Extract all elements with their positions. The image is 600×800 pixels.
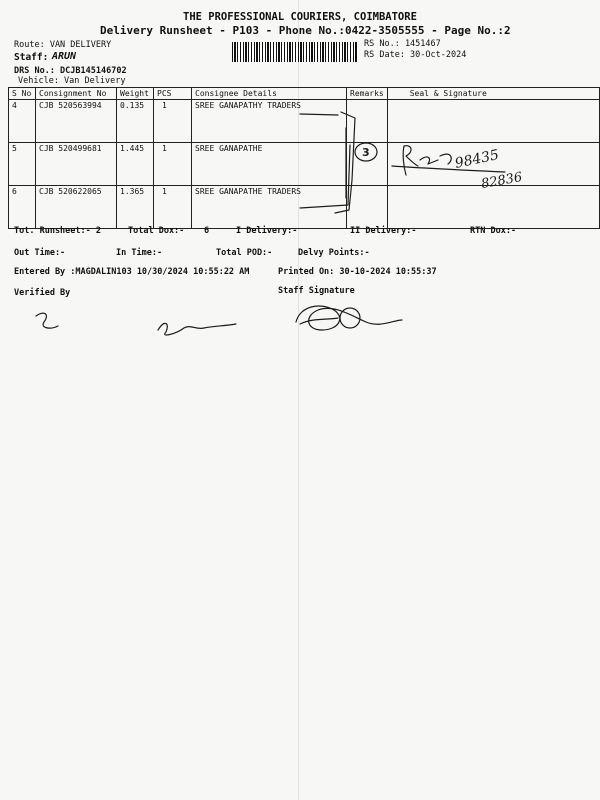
- row-sno: 6: [9, 186, 36, 229]
- row-weight: 1.365: [117, 186, 154, 229]
- delivery-points: Delvy Points:-: [298, 248, 370, 258]
- row-weight: 0.135: [117, 100, 154, 143]
- row-seal-signature: [387, 143, 599, 186]
- entered-by: Entered By :MAGDALIN103 10/30/2024 10:55:22 AM: [14, 267, 250, 277]
- column-header-consignee: Consignee Details: [192, 88, 347, 100]
- rs-date: RS Date: 30-Oct-2024: [364, 50, 467, 60]
- row-seal-signature: [387, 186, 599, 229]
- company-name: THE PROFESSIONAL COURIERS, COIMBATORE: [183, 11, 417, 23]
- out-time: Out Time:-: [14, 248, 66, 258]
- total-dox-label: Total Dox:-: [128, 226, 185, 236]
- row-sno: 4: [9, 100, 36, 143]
- in-time: In Time:-: [116, 248, 163, 258]
- row-remarks: [347, 143, 388, 186]
- row-pcs: 1: [154, 186, 192, 229]
- rs-number: RS No.: 1451467: [364, 39, 441, 49]
- printed-on: Printed On: 30-10-2024 10:55:37: [278, 267, 437, 277]
- ii-delivery: II Delivery:-: [350, 226, 417, 236]
- vehicle-text: Vehicle: Van Delivery: [18, 76, 126, 86]
- staff-signature-mark: [296, 306, 402, 330]
- column-header-sno: S No: [9, 88, 36, 100]
- rtn-dox: RTN Dox:-: [470, 226, 517, 236]
- column-header-consignment: Consignment No: [36, 88, 117, 100]
- table-header-row: [9, 88, 600, 100]
- secondary-signature: [158, 323, 236, 335]
- consignment-table: [8, 87, 600, 229]
- staff-signature-label: Staff Signature: [278, 286, 355, 296]
- remark-number-three: 3: [362, 146, 370, 159]
- table-row: [9, 143, 600, 186]
- row-consignee: SREE GANAPATHY TRADERS: [192, 100, 347, 143]
- table-row: [9, 186, 600, 229]
- column-header-remarks: Remarks: [347, 88, 388, 100]
- staff-value: ARUN: [52, 51, 77, 62]
- handwritten-number-2: 82836: [480, 169, 524, 192]
- row-seal-signature: [387, 100, 599, 143]
- verified-by-signature: [36, 313, 58, 328]
- handwritten-number-1: 98435: [453, 147, 501, 172]
- column-header-weight: Weight: [117, 88, 154, 100]
- row-consignee: SREE GANAPATHE TRADERS: [192, 186, 347, 229]
- column-header-seal-signature: Seal & Signature: [387, 88, 599, 100]
- row-consignment: CJB 520499681: [36, 143, 117, 186]
- drs-number: DRS No.: DCJB145146702: [14, 66, 127, 76]
- row-consignment: CJB 520563994: [36, 100, 117, 143]
- row-consignment: CJB 520622065: [36, 186, 117, 229]
- table-row: [9, 100, 600, 143]
- column-header-pcs: PCS: [154, 88, 192, 100]
- staff-label: Staff:: [14, 52, 49, 63]
- runsheet-title: Delivery Runsheet - P103 - Phone No.:0422-3505555 - Page No.:2: [100, 24, 511, 37]
- total-runsheet: Tot. Runsheet:- 2: [14, 226, 101, 236]
- route-text: Route: VAN DELIVERY: [14, 40, 112, 50]
- verified-by-label: Verified By: [14, 288, 71, 298]
- barcode: [232, 42, 358, 62]
- row-remarks: [347, 186, 388, 229]
- signature-loop: [340, 308, 360, 328]
- i-delivery: I Delivery:-: [236, 226, 298, 236]
- row-pcs: 1: [154, 100, 192, 143]
- row-consignee: SREE GANAPATHE: [192, 143, 347, 186]
- row-pcs: 1: [154, 143, 192, 186]
- total-pod: Total POD:-: [216, 248, 273, 258]
- row-sno: 5: [9, 143, 36, 186]
- total-dox-value: 6: [204, 226, 210, 236]
- row-remarks: [347, 100, 388, 143]
- row-weight: 1.445: [117, 143, 154, 186]
